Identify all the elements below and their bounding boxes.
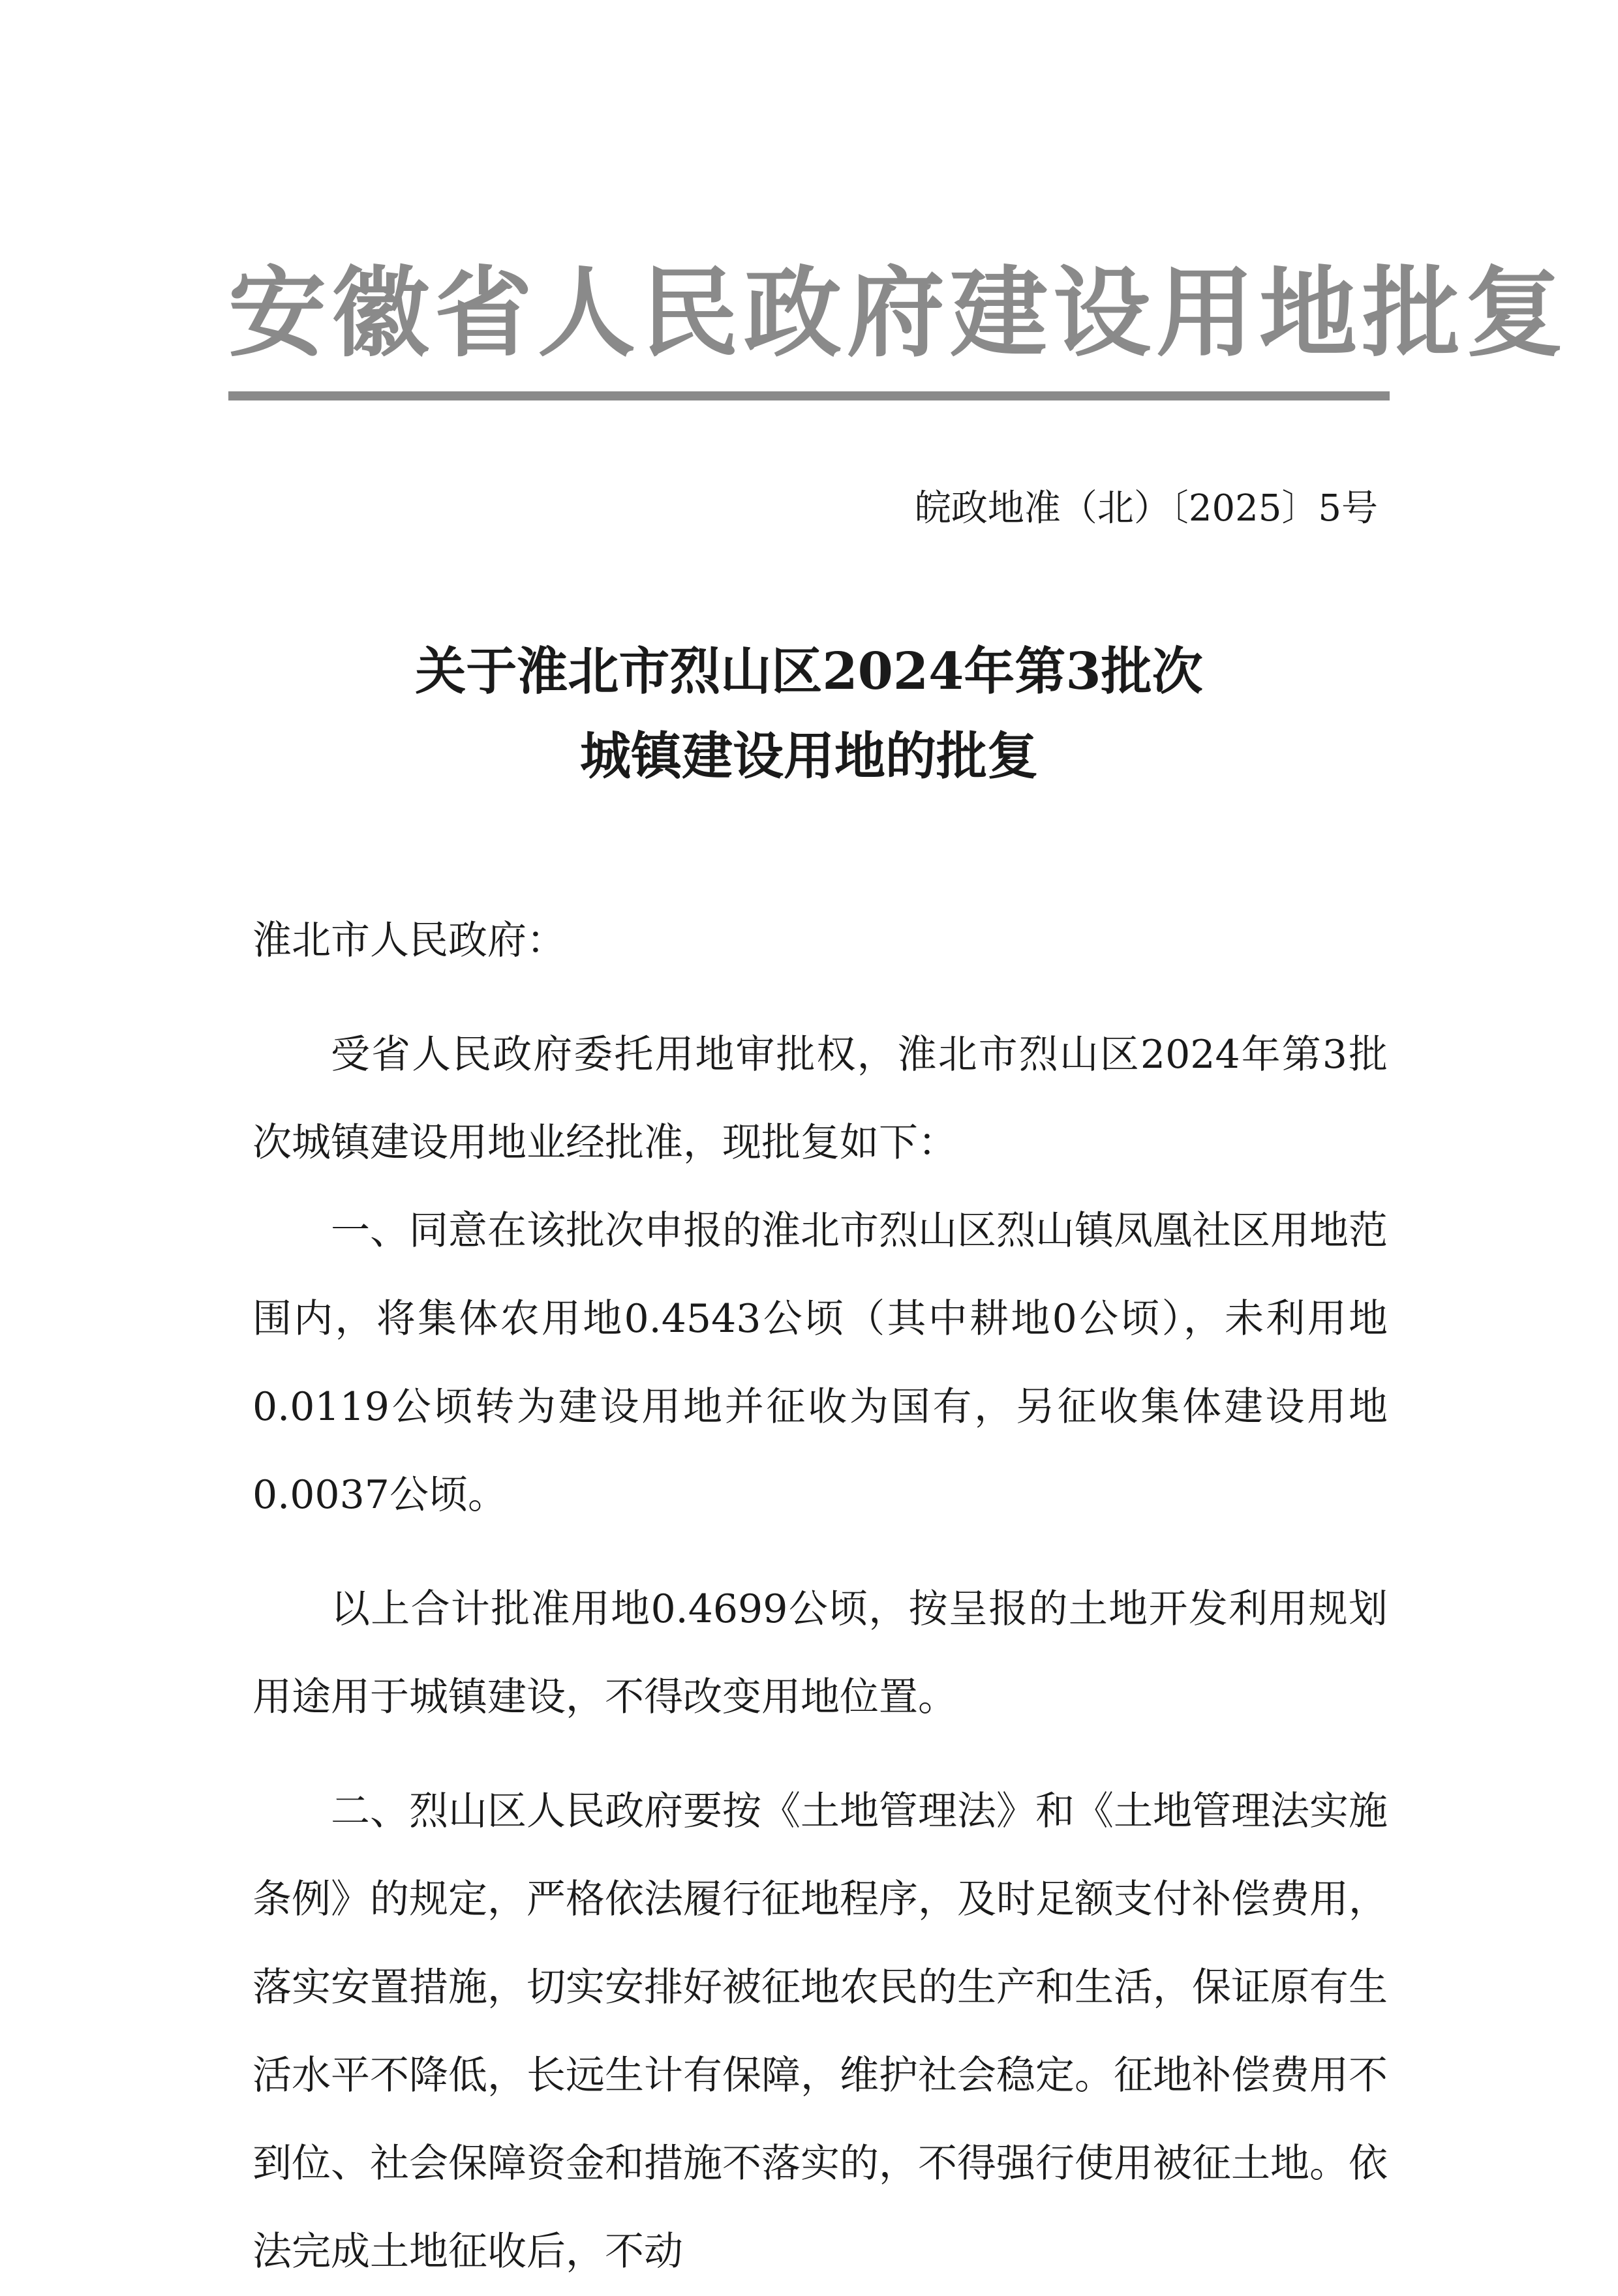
paragraph-intro: 受省人民政府委托用地审批权，淮北市烈山区2024年第3批次城镇建设用地业经批准，现批复如下： (252, 1032, 1388, 1166)
title-line-1: 关于淮北市烈山区2024年第3批次 (415, 642, 1203, 701)
document-number: 皖政地准（北）〔2025〕5号 (914, 487, 1378, 530)
document-title (228, 629, 1390, 799)
title-line-2: 城镇建设用地的批复 (579, 727, 1038, 786)
addressee: 淮北市人民政府： (252, 918, 566, 963)
masthead-divider (228, 391, 1390, 400)
paragraph-item-2: 二、烈山区人民政府要按《土地管理法》和《土地管理法实施条例》的规定，严格依法履行征地程序，及时足额支付补偿费用，落实安置措施，切实安排好被征地农民的生产和生活，保证原有生活水平不降低，长远生计有保障，维护社会稳定。征地补偿费用不到位、社会保障资金和措施不落实的，不得强行使用被征土地。依法完成土地征收后，不动 (252, 1789, 1388, 2274)
masthead-title: 安徽省人民政府建设用地批复 (228, 256, 1569, 370)
paragraph-item-1: 一、同意在该批次申报的淮北市烈山区烈山镇凤凰社区用地范围内，将集体农用地0.4543公顷（其中耕地0公顷），未利用地0.0119公顷转为建设用地并征收为国有，另征收集体建设用地0.0037公顷。 (252, 1208, 1388, 1518)
document-body (252, 897, 1388, 2296)
paragraph-total: 以上合计批准用地0.4699公顷，按呈报的土地开发利用规划用途用于城镇建设，不得改变用地位置。 (252, 1586, 1388, 1720)
